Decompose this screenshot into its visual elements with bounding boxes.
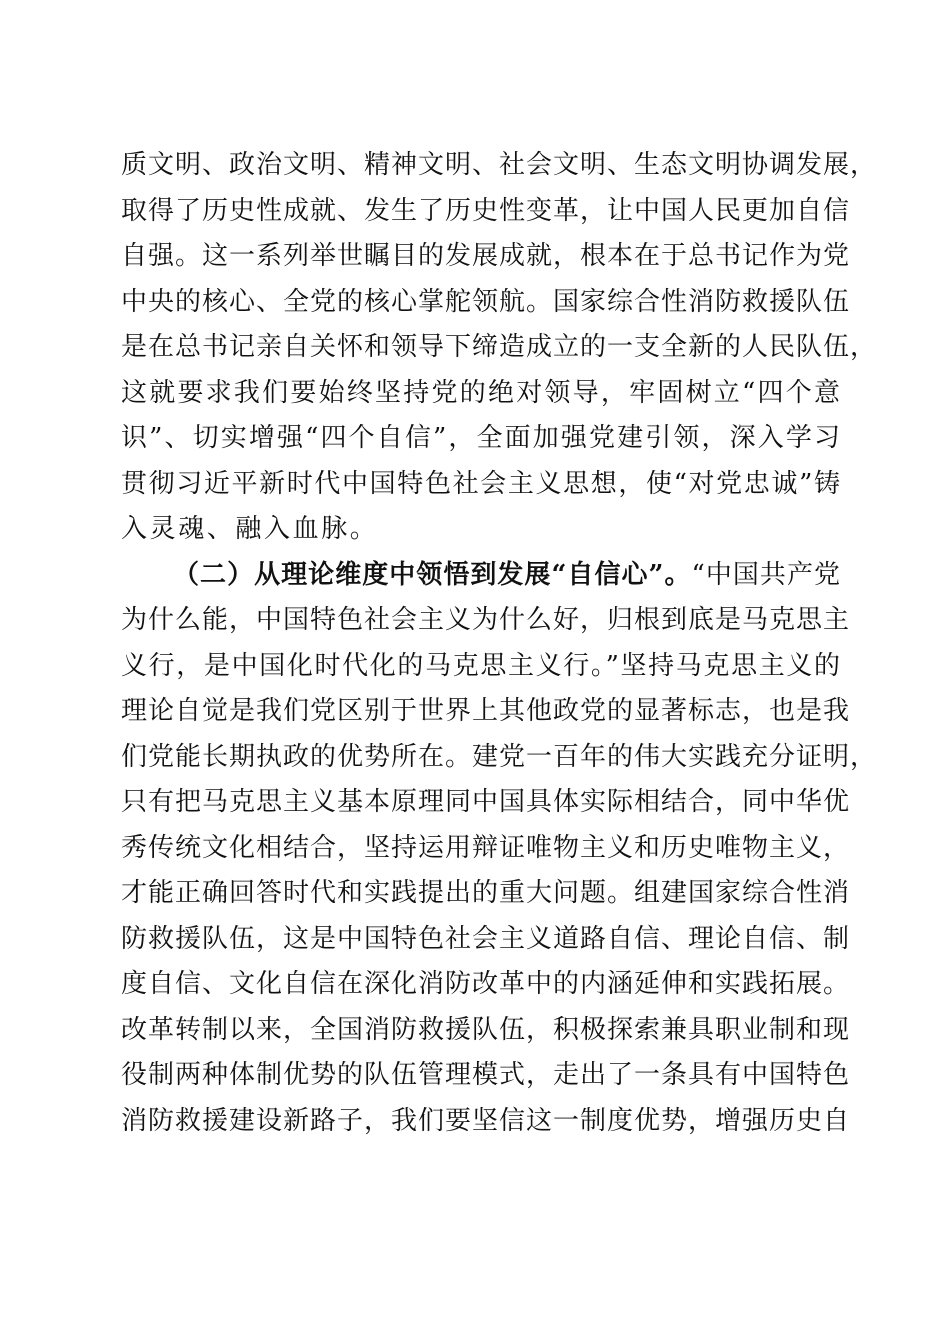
- paragraph-line: 为什么能，中国特色社会主义为什么好，归根到底是马克思主: [121, 605, 851, 635]
- paragraph-line: 自强。这一系列举世瞩目的发展成就，根本在于总书记作为党: [121, 241, 851, 271]
- paragraph-line: 度自信、文化自信在深化消防改革中的内涵延伸和实践拓展。: [121, 969, 851, 999]
- paragraph-first-line: [121, 553, 841, 599]
- paragraph-line: 中央的核心、全党的核心掌舵领航。国家综合性消防救援队伍: [121, 286, 851, 317]
- paragraph-line: 才能正确回答时代和实践提出的重大问题。组建国家综合性消: [121, 878, 851, 908]
- paragraph-line: 义行，是中国化时代化的马克思主义行。”坚持马克思主义的: [121, 650, 841, 681]
- document-body: [121, 143, 878, 1144]
- paragraph-line: 是在总书记亲自关怀和领导下缔造成立的一支全新的人民队伍，: [121, 332, 878, 362]
- paragraph-line: 取得了历史性成就、发生了历史性变革，让中国人民更加自信: [121, 195, 851, 226]
- paragraph-line: 秀传统文化相结合，坚持运用辩证唯物主义和历史唯物主义，: [121, 832, 851, 863]
- paragraph-line: 识”、切实增强“四个自信”，全面加强党建引领，深入学习: [121, 423, 841, 453]
- paragraph-line: 们党能长期执政的优势所在。建党一百年的伟大实践充分证明，: [121, 741, 878, 772]
- paragraph-line: 消防救援建设新路子，我们要坚信这一制度优势，增强历史自: [121, 1105, 851, 1136]
- paragraph-line: 役制两种体制优势的队伍管理模式，走出了一条具有中国特色: [121, 1060, 851, 1090]
- section-heading: （二）从理论维度中领悟到发展“自信心”。: [173, 559, 692, 590]
- heading-line-continuation: “中国共产党: [691, 559, 841, 590]
- paragraph-line: 只有把马克思主义基本原理同中国具体实际相结合，同中华优: [121, 787, 851, 817]
- paragraph-line: 防救援队伍，这是中国特色社会主义道路自信、理论自信、制: [121, 923, 851, 954]
- paragraph-1: [121, 143, 878, 553]
- paragraph-line: 质文明、政治文明、精神文明、社会文明、生态文明协调发展，: [121, 150, 878, 180]
- paragraph-line: 这就要求我们要始终坚持党的绝对领导，牢固树立“四个意: [121, 377, 841, 408]
- paragraph-line: 理论自觉是我们党区别于世界上其他政党的显著标志，也是我: [121, 696, 851, 726]
- paragraph-line: 入灵魂、融入血脉。: [121, 514, 379, 544]
- paragraph-2: [121, 553, 878, 1145]
- paragraph-line: 贯彻习近平新时代中国特色社会主义思想，使“对党忠诚”铸: [121, 468, 841, 499]
- paragraph-line: 改革转制以来，全国消防救援队伍，积极探索兼具职业制和现: [121, 1014, 851, 1045]
